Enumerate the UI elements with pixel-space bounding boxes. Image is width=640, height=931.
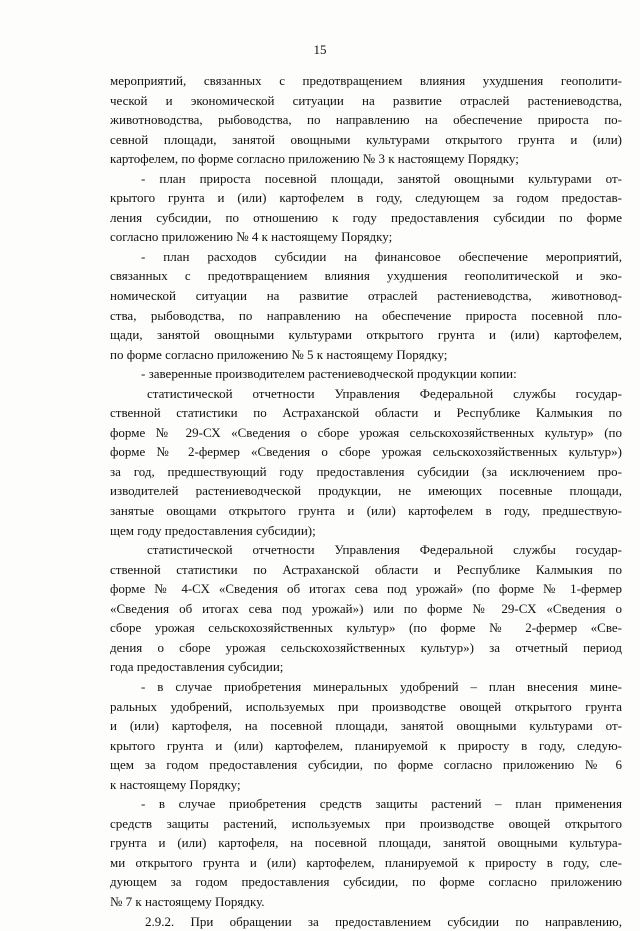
text-line: мероприятий, связанных с предотвращением влияния ухудшения геополити- [110,73,622,88]
text-line: ства, рыбоводства, по направлению на обеспечение прироста посевной пло- [110,307,622,323]
text-line: форме № 4-СХ «Сведения об итогах сева под урожай» (по форме № 1-фермер [110,581,622,597]
text-line: ления субсидии, по отношению к году предоставления субсидии по форме [110,209,622,225]
text-line: за год, предшествующий году предоставления субсидии (за исключением про- [110,463,622,479]
text-line: севной площади, занятой овощными культурами открытого грунта и (или) [110,131,622,147]
text-line: ственной статистики по Астраханской области и Республике Калмыкия по [110,561,622,577]
text-line: связанных с предотвращением влияния ухудшения геополитической и эко- [110,268,622,284]
text-line: - в случае приобретения минеральных удобрений – план внесения мине- [141,678,622,694]
text-line: крытого грунта и (или) картофелем в году, следующем за годом предостав- [110,190,622,206]
text-line: статистической отчетности Управления Федеральной службы государ- [147,385,622,401]
text-line: картофелем, по форме согласно приложению № 3 к настоящему Порядку; [110,151,519,167]
text-line: грунта и (или) картофеля, на посевной площади, занятой овощными культура- [110,835,622,851]
page-number: 15 [313,42,327,57]
text-line: года предоставления субсидии; [110,659,284,675]
text-line: изводителей растениеводческой продукции, не имеющих посевные площади, [110,483,622,499]
text-line: статистической отчетности Управления Федеральной службы государ- [147,542,622,558]
text-line: дующем за годом предоставления субсидии, по форме согласно приложению [110,874,622,890]
text-line: сборе урожая сельскохозяйственных культур» (по форме № 2-фермер «Све- [110,620,622,636]
text-line: форме № 2-фермер «Сведения о сборе урожая сельскохозяйственных культур») [110,444,622,460]
text-line: согласно приложению № 4 к настоящему Порядку; [110,229,393,245]
text-line: к настоящему Порядку; [110,776,241,792]
text-line: щем за годом предоставления субсидии, по форме согласно приложению № 6 [110,757,622,773]
text-line: дения о сборе урожая сельскохозяйственных культур») за отчетный период [110,639,622,655]
text-line: «Сведения об итогах сева под урожай») или по форме № 29-СХ «Сведения о [110,600,622,616]
text-line: номической ситуации на развитие отраслей растениеводства, животновод- [110,288,622,304]
text-line: занятые овощами открытого грунта и (или) картофелем в году, предшествую- [110,503,622,519]
text-line: ми открытого грунта и (или) картофелем, планируемой к приросту в году, сле- [110,854,622,870]
text-line: - в случае приобретения средств защиты растений – план применения [141,796,622,812]
text-line: щем году предоставления субсидии); [110,522,316,538]
text-line: 2.9.2. При обращении за предоставлением субсидии по направлению, [145,913,622,929]
text-line: и (или) картофеля, на посевной площади, занятой овощными культурами от- [110,718,622,734]
text-line: № 7 к настоящему Порядку. [110,893,265,909]
text-line: ральных удобрений, используемых при производстве овощей открытого грунта [110,698,622,714]
text-line: щади, занятой овощными культурами открытого грунта и (или) картофелем, [110,327,622,343]
text-line: ческой и экономической ситуации на развитие отраслей растениеводства, [110,92,622,108]
text-line: - заверенные производителем растениеводческой продукции копии: [141,366,517,382]
text-line: - план расходов субсидии на финансовое обеспечение мероприятий, [141,248,622,264]
text-line: форме № 29-СХ «Сведения о сборе урожая сельскохозяйственных культур» (по [110,424,622,440]
text-line: - план прироста посевной площади, занятой овощными культурами от- [141,170,622,186]
text-line: крытого грунта и (или) картофелем, планируемой к приросту в году, следую- [110,737,622,753]
text-line: ственной статистики по Астраханской области и Республике Калмыкия по [110,405,622,421]
text-line: по форме согласно приложению № 5 к настоящему Порядку; [110,346,448,362]
document-body [110,71,622,931]
text-line: средств защиты растений, используемых при производстве овощей открытого [110,815,622,831]
text-line: животноводства, рыбоводства, по направлению на обеспечение прироста по- [110,112,622,128]
